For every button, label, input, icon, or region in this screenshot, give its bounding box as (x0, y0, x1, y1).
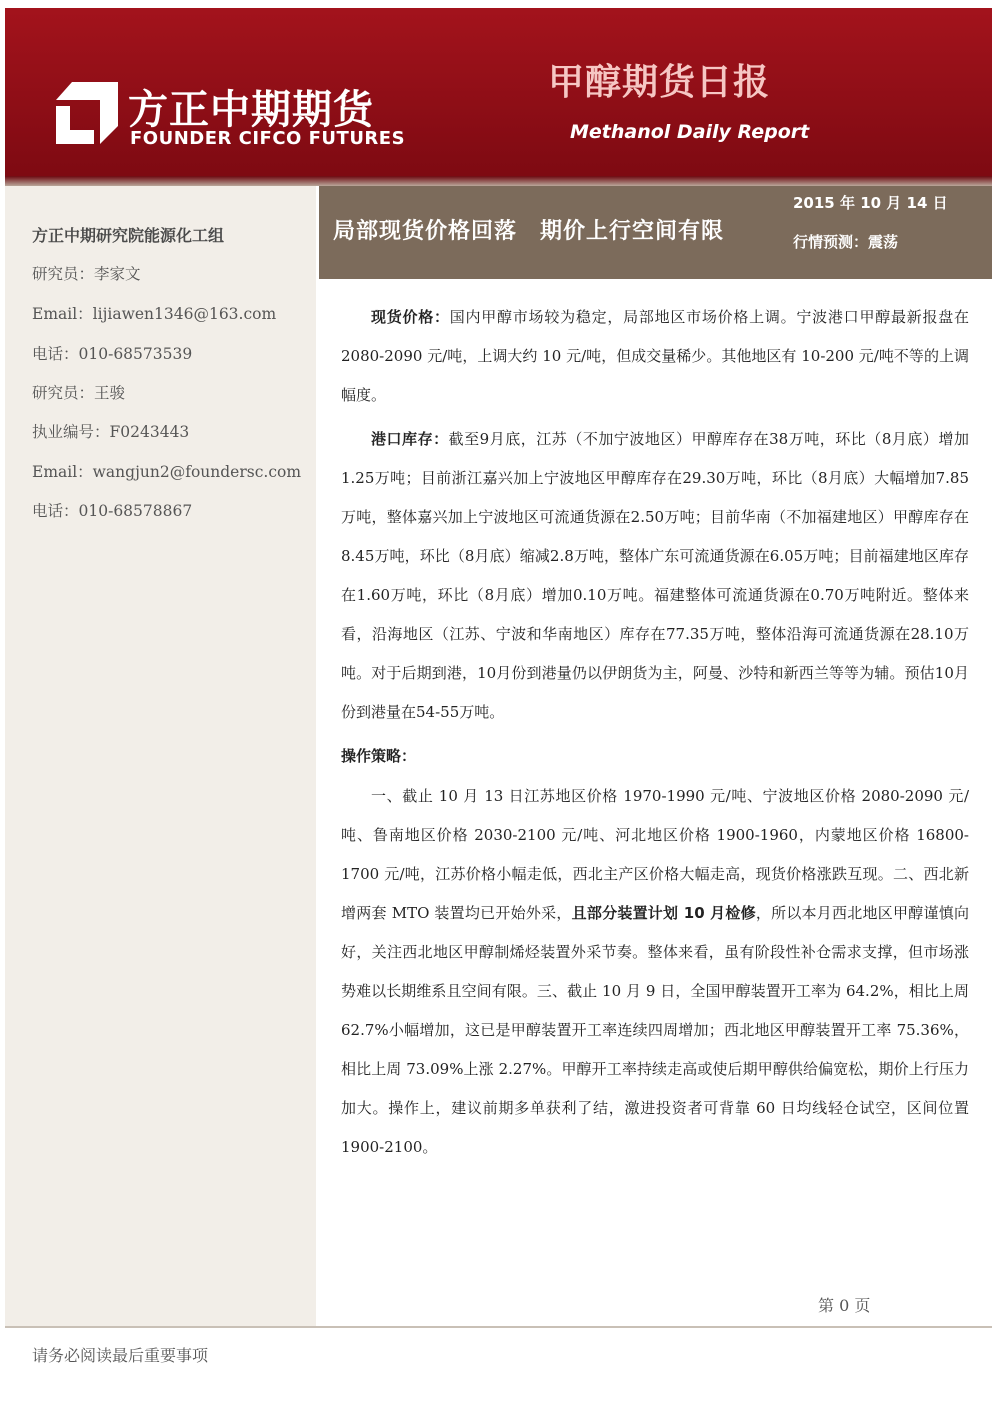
analyst-email: Email：wangjun2@foundersc.com (32, 463, 302, 481)
strategy-text: 一、截止 10 月 13 日江苏地区价格 1970-1990 元/吨、宁波地区价格 2080-2090 元/吨、鲁南地区价格 2030-2100 元/吨、河北地区价格 1900-1960，内蒙地区价格 16800-1700 元/吨，江苏价格小幅走低，西北主产区价格大幅走高，现货价格涨跌互现。二、西北新增两套 MTO 装置均已开始外采， (341, 787, 969, 922)
headline: 局部现货价格回落 期价上行空间有限 (333, 219, 725, 244)
spot-price-label: 现货价格： (371, 308, 450, 326)
license-number: 执业编号：F0243443 (32, 423, 190, 441)
strategy-heading: 操作策略： (341, 747, 417, 765)
strategy-emphasis: 且部分装置计划 10 月检修 (571, 904, 756, 922)
analyst-name: 研究员：李家文 (32, 265, 141, 283)
report-date: 2015 年 10 月 14 日 (793, 194, 948, 212)
company-logo-text: 方正中期期货 (128, 87, 374, 133)
spot-price-text: 国内甲醇市场较为稳定，局部地区市场价格上调。宁波港口甲醇最新报盘在 2080-2090 元/吨，上调大约 10 元/吨，但成交量稀少。其他地区有 10-200 元/吨不等的上调幅度。 (341, 308, 969, 404)
port-inventory-paragraph (341, 420, 969, 732)
analyst-email: Email：lijiawen1346@163.com (32, 305, 277, 323)
strategy-text-continued: ，所以本月西北地区甲醇谨慎向好，关注西北地区甲醇制烯烃装置外采节奏。整体来看，虽有阶段性补仓需求支撑，但市场涨势难以长期维系且空间有限。三、截止 10 月 9 日，全国甲醇装置开工率为 64.2%，相比上周 62.7%小幅增加，这已是甲醇装置开工率连续四周增加；西北地区甲醇装置开工率 75.36%，相比上周 73.09%上涨 2.27%。甲醇开工率持续走高或使后期甲醇供给偏宽松，期价上行压力加大。操作上，建议前期多单获利了结，激进投资者可背靠 60 日均线轻仓试空，区间位置 1900-2100。 (341, 904, 969, 1156)
market-forecast: 行情预测：震荡 (793, 233, 899, 251)
disclaimer-note: 请务必阅读最后重要事项 (32, 1346, 209, 1365)
port-inventory-text: 截至9月底，江苏（不加宁波地区）甲醇库存在38万吨，环比（8月底）增加1.25万吨；目前浙江嘉兴加上宁波地区甲醇库存在29.30万吨，环比（8月底）大幅增加7.85万吨，整体嘉兴加上宁波地区可流通货源在2.50万吨；目前华南（不加福建地区）甲醇库存在8.45万吨，环比（8月底）缩减2.8万吨，整体广东可流通货源在6.05万吨；目前福建地区库存在1.60万吨，环比（8月底）增加0.10万吨。福建整体可流通货源在0.70万吨附近。整体来看，沿海地区（江苏、宁波和华南地区）库存在77.35万吨，整体沿海可流通货源在28.10万吨。对于后期到港，10月份到港量仍以伊朗货为主，阿曼、沙特和新西兰等等为辅。预估10月份到港量在54-55万吨。 (341, 430, 969, 721)
port-inventory-label: 港口库存： (371, 430, 449, 448)
spot-price-paragraph (341, 298, 969, 415)
strategy-paragraph (341, 777, 969, 1167)
analyst-phone: 电话：010-68573539 (32, 345, 193, 363)
report-title: 甲醇期货日报 (548, 62, 771, 103)
page-number: 第 0 页 (818, 1296, 871, 1315)
report-body (341, 298, 969, 1172)
header-stripe (5, 176, 992, 186)
footer-divider (5, 1326, 992, 1328)
report-title-english: Methanol Daily Report (570, 121, 810, 143)
analyst-name: 研究员：王骏 (32, 384, 126, 402)
founder-logo-icon (52, 82, 118, 146)
research-group: 方正中期研究院能源化工组 (32, 226, 225, 245)
analyst-phone: 电话：010-68578867 (32, 502, 193, 520)
company-logo-english: FOUNDER CIFCO FUTURES (130, 128, 406, 149)
